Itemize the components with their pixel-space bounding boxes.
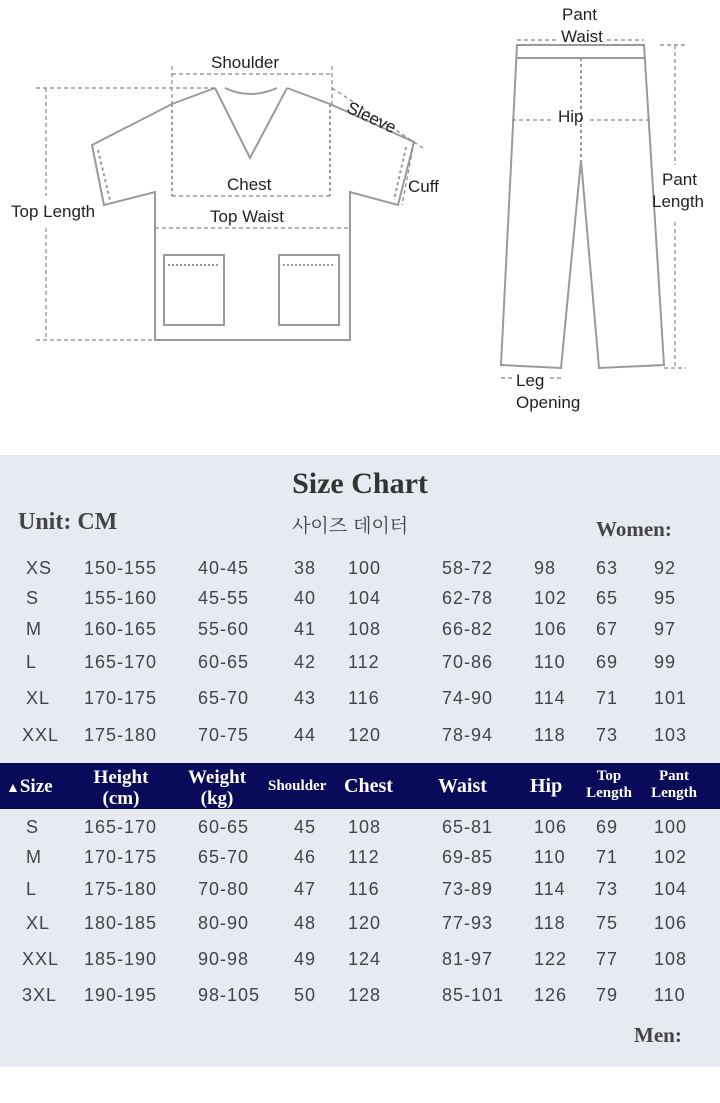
- cell-hip: 122: [534, 949, 568, 969]
- size-chart: [0, 455, 720, 1067]
- cell-top-length: 73: [596, 879, 619, 899]
- cell-shoulder: 42: [294, 652, 317, 672]
- header-chest: Chest: [344, 775, 393, 797]
- cell-shoulder: 41: [294, 619, 317, 639]
- cell-hip: 114: [534, 879, 566, 899]
- cell-height: 165-170: [84, 652, 158, 672]
- cell-waist: 70-86: [442, 652, 494, 672]
- table-row: [0, 558, 720, 588]
- cell-height: 190-195: [84, 985, 158, 1005]
- cell-top-length: 79: [596, 985, 619, 1005]
- cell-chest: 112: [348, 847, 380, 867]
- header-pant-length: Pant Length: [651, 768, 697, 801]
- cell-waist: 73-89: [442, 879, 494, 899]
- cell-size: XXL: [22, 949, 60, 969]
- cell-chest: 104: [348, 588, 382, 608]
- cell-chest: 120: [348, 725, 382, 745]
- cell-pant-length: 110: [654, 985, 686, 1005]
- header-size: ▲︎Size: [6, 776, 53, 797]
- cell-pant-length: 100: [654, 817, 688, 837]
- cell-pant-length: 108: [654, 949, 688, 969]
- cell-pant-length: 106: [654, 913, 688, 933]
- cell-weight: 45-55: [198, 588, 250, 608]
- cell-shoulder: 40: [294, 588, 317, 608]
- cell-weight: 60-65: [198, 652, 250, 672]
- cell-size: S: [26, 588, 40, 608]
- cell-waist: 77-93: [442, 913, 494, 933]
- cell-size: XL: [26, 913, 51, 933]
- cell-chest: 124: [348, 949, 382, 969]
- cell-size: S: [26, 817, 40, 837]
- table-row: [0, 913, 720, 943]
- cell-weight: 65-70: [198, 688, 250, 708]
- garment-diagram-drawing: [0, 0, 720, 455]
- cell-chest: 116: [348, 879, 380, 899]
- cell-size: XXL: [22, 725, 60, 745]
- cell-waist: 66-82: [442, 619, 494, 639]
- cell-waist: 62-78: [442, 588, 494, 608]
- cell-pant-length: 97: [654, 619, 677, 639]
- cell-size: M: [26, 619, 42, 639]
- cell-waist: 74-90: [442, 688, 494, 708]
- cell-hip: 106: [534, 817, 568, 837]
- cell-height: 175-180: [84, 879, 158, 899]
- cell-weight: 70-75: [198, 725, 250, 745]
- header-hip: Hip: [530, 775, 563, 797]
- label-leg-opening-1: Leg: [516, 371, 545, 390]
- header-shoulder: Shoulder: [268, 778, 327, 794]
- cell-height: 175-180: [84, 725, 158, 745]
- label-top-waist: Top Waist: [210, 207, 285, 226]
- table-row: [0, 619, 720, 649]
- header-waist: Waist: [438, 775, 487, 797]
- cell-pant-length: 101: [654, 688, 688, 708]
- table-row: [0, 817, 720, 847]
- cell-weight: 90-98: [198, 949, 250, 969]
- cell-waist: 78-94: [442, 725, 494, 745]
- cell-waist: 81-97: [442, 949, 494, 969]
- header-weight: Weight (kg): [187, 767, 247, 809]
- cell-weight: 40-45: [198, 558, 250, 578]
- chart-title: Size Chart: [292, 467, 428, 500]
- cell-chest: 108: [348, 817, 382, 837]
- cell-pant-length: 104: [654, 879, 688, 899]
- cell-top-length: 67: [596, 619, 619, 639]
- cell-waist: 65-81: [442, 817, 494, 837]
- cell-waist: 69-85: [442, 847, 494, 867]
- cell-shoulder: 43: [294, 688, 317, 708]
- cell-height: 185-190: [84, 949, 158, 969]
- cell-hip: 118: [534, 725, 566, 745]
- cell-weight: 60-65: [198, 817, 250, 837]
- label-shoulder: Shoulder: [211, 53, 280, 72]
- cell-pant-length: 99: [654, 652, 677, 672]
- label-sleeve: Sleeve: [343, 98, 400, 138]
- shirt-collar: [215, 88, 287, 158]
- cell-chest: 112: [348, 652, 380, 672]
- cell-shoulder: 38: [294, 558, 317, 578]
- table-row: [0, 879, 720, 909]
- table-header: [0, 763, 720, 809]
- cell-chest: 108: [348, 619, 382, 639]
- cell-hip: 102: [534, 588, 568, 608]
- cell-top-length: 71: [596, 847, 619, 867]
- cell-hip: 106: [534, 619, 568, 639]
- korean-label: 사이즈 데이터: [292, 515, 409, 537]
- cell-chest: 128: [348, 985, 382, 1005]
- cell-shoulder: 45: [294, 817, 317, 837]
- table-row: [0, 985, 720, 1015]
- header-height: Height (cm): [93, 767, 149, 809]
- cell-shoulder: 44: [294, 725, 317, 745]
- cell-shoulder: 47: [294, 879, 317, 899]
- cell-chest: 116: [348, 688, 380, 708]
- women-label: Women:: [596, 517, 672, 541]
- garment-diagram: [0, 0, 720, 455]
- cell-height: 155-160: [84, 588, 158, 608]
- label-cuff: Cuff: [408, 177, 439, 196]
- cell-height: 165-170: [84, 817, 158, 837]
- cell-pant-length: 102: [654, 847, 688, 867]
- unit-label: Unit: CM: [18, 509, 118, 535]
- table-row: [0, 949, 720, 979]
- cell-weight: 70-80: [198, 879, 250, 899]
- table-row: [0, 588, 720, 618]
- cell-weight: 98-105: [198, 985, 261, 1005]
- cell-waist: 58-72: [442, 558, 494, 578]
- cell-top-length: 75: [596, 913, 619, 933]
- cell-weight: 65-70: [198, 847, 250, 867]
- cell-top-length: 69: [596, 817, 619, 837]
- cell-top-length: 69: [596, 652, 619, 672]
- cell-shoulder: 48: [294, 913, 317, 933]
- label-pant-length-1: Pant: [662, 170, 697, 189]
- cell-weight: 55-60: [198, 619, 250, 639]
- cell-pant-length: 92: [654, 558, 677, 578]
- cell-weight: 80-90: [198, 913, 250, 933]
- cell-top-length: 71: [596, 688, 619, 708]
- sort-arrows-icon: ▲︎: [6, 781, 20, 796]
- cell-size: L: [26, 652, 38, 672]
- cell-size: M: [26, 847, 42, 867]
- cell-waist: 85-101: [442, 985, 505, 1005]
- cell-hip: 110: [534, 652, 566, 672]
- label-pant-length-2: Length: [652, 192, 704, 211]
- cell-hip: 98: [534, 558, 557, 578]
- label-chest: Chest: [227, 175, 272, 194]
- cell-top-length: 73: [596, 725, 619, 745]
- cell-size: XL: [26, 688, 51, 708]
- cell-height: 150-155: [84, 558, 158, 578]
- cell-height: 170-175: [84, 688, 158, 708]
- cell-hip: 126: [534, 985, 568, 1005]
- cell-size: XS: [26, 558, 53, 578]
- table-row: [0, 688, 720, 718]
- table-row: [0, 725, 720, 755]
- cell-hip: 114: [534, 688, 566, 708]
- table-row: [0, 847, 720, 877]
- cell-size: L: [26, 879, 38, 899]
- cell-size: 3XL: [22, 985, 58, 1005]
- cell-height: 170-175: [84, 847, 158, 867]
- label-pant-waist-2: Waist: [561, 27, 603, 46]
- label-leg-opening-2: Opening: [516, 393, 581, 412]
- cell-pant-length: 95: [654, 588, 677, 608]
- cell-height: 160-165: [84, 619, 158, 639]
- cell-chest: 120: [348, 913, 382, 933]
- header-top-length: Top Length: [586, 768, 632, 801]
- cell-pant-length: 103: [654, 725, 688, 745]
- cell-top-length: 65: [596, 588, 619, 608]
- cell-hip: 118: [534, 913, 566, 933]
- cell-shoulder: 49: [294, 949, 317, 969]
- cell-shoulder: 50: [294, 985, 317, 1005]
- label-pant-waist-1: Pant: [562, 5, 597, 24]
- cell-top-length: 77: [596, 949, 619, 969]
- men-label: Men:: [634, 1023, 682, 1047]
- cell-top-length: 63: [596, 558, 619, 578]
- table-row: [0, 652, 720, 682]
- pants-outline: [501, 45, 664, 368]
- cell-hip: 110: [534, 847, 566, 867]
- page-footer: [0, 1067, 720, 1103]
- cell-shoulder: 46: [294, 847, 317, 867]
- label-hip: Hip: [558, 107, 584, 126]
- cell-chest: 100: [348, 558, 382, 578]
- cell-height: 180-185: [84, 913, 158, 933]
- label-top-length: Top Length: [11, 202, 96, 221]
